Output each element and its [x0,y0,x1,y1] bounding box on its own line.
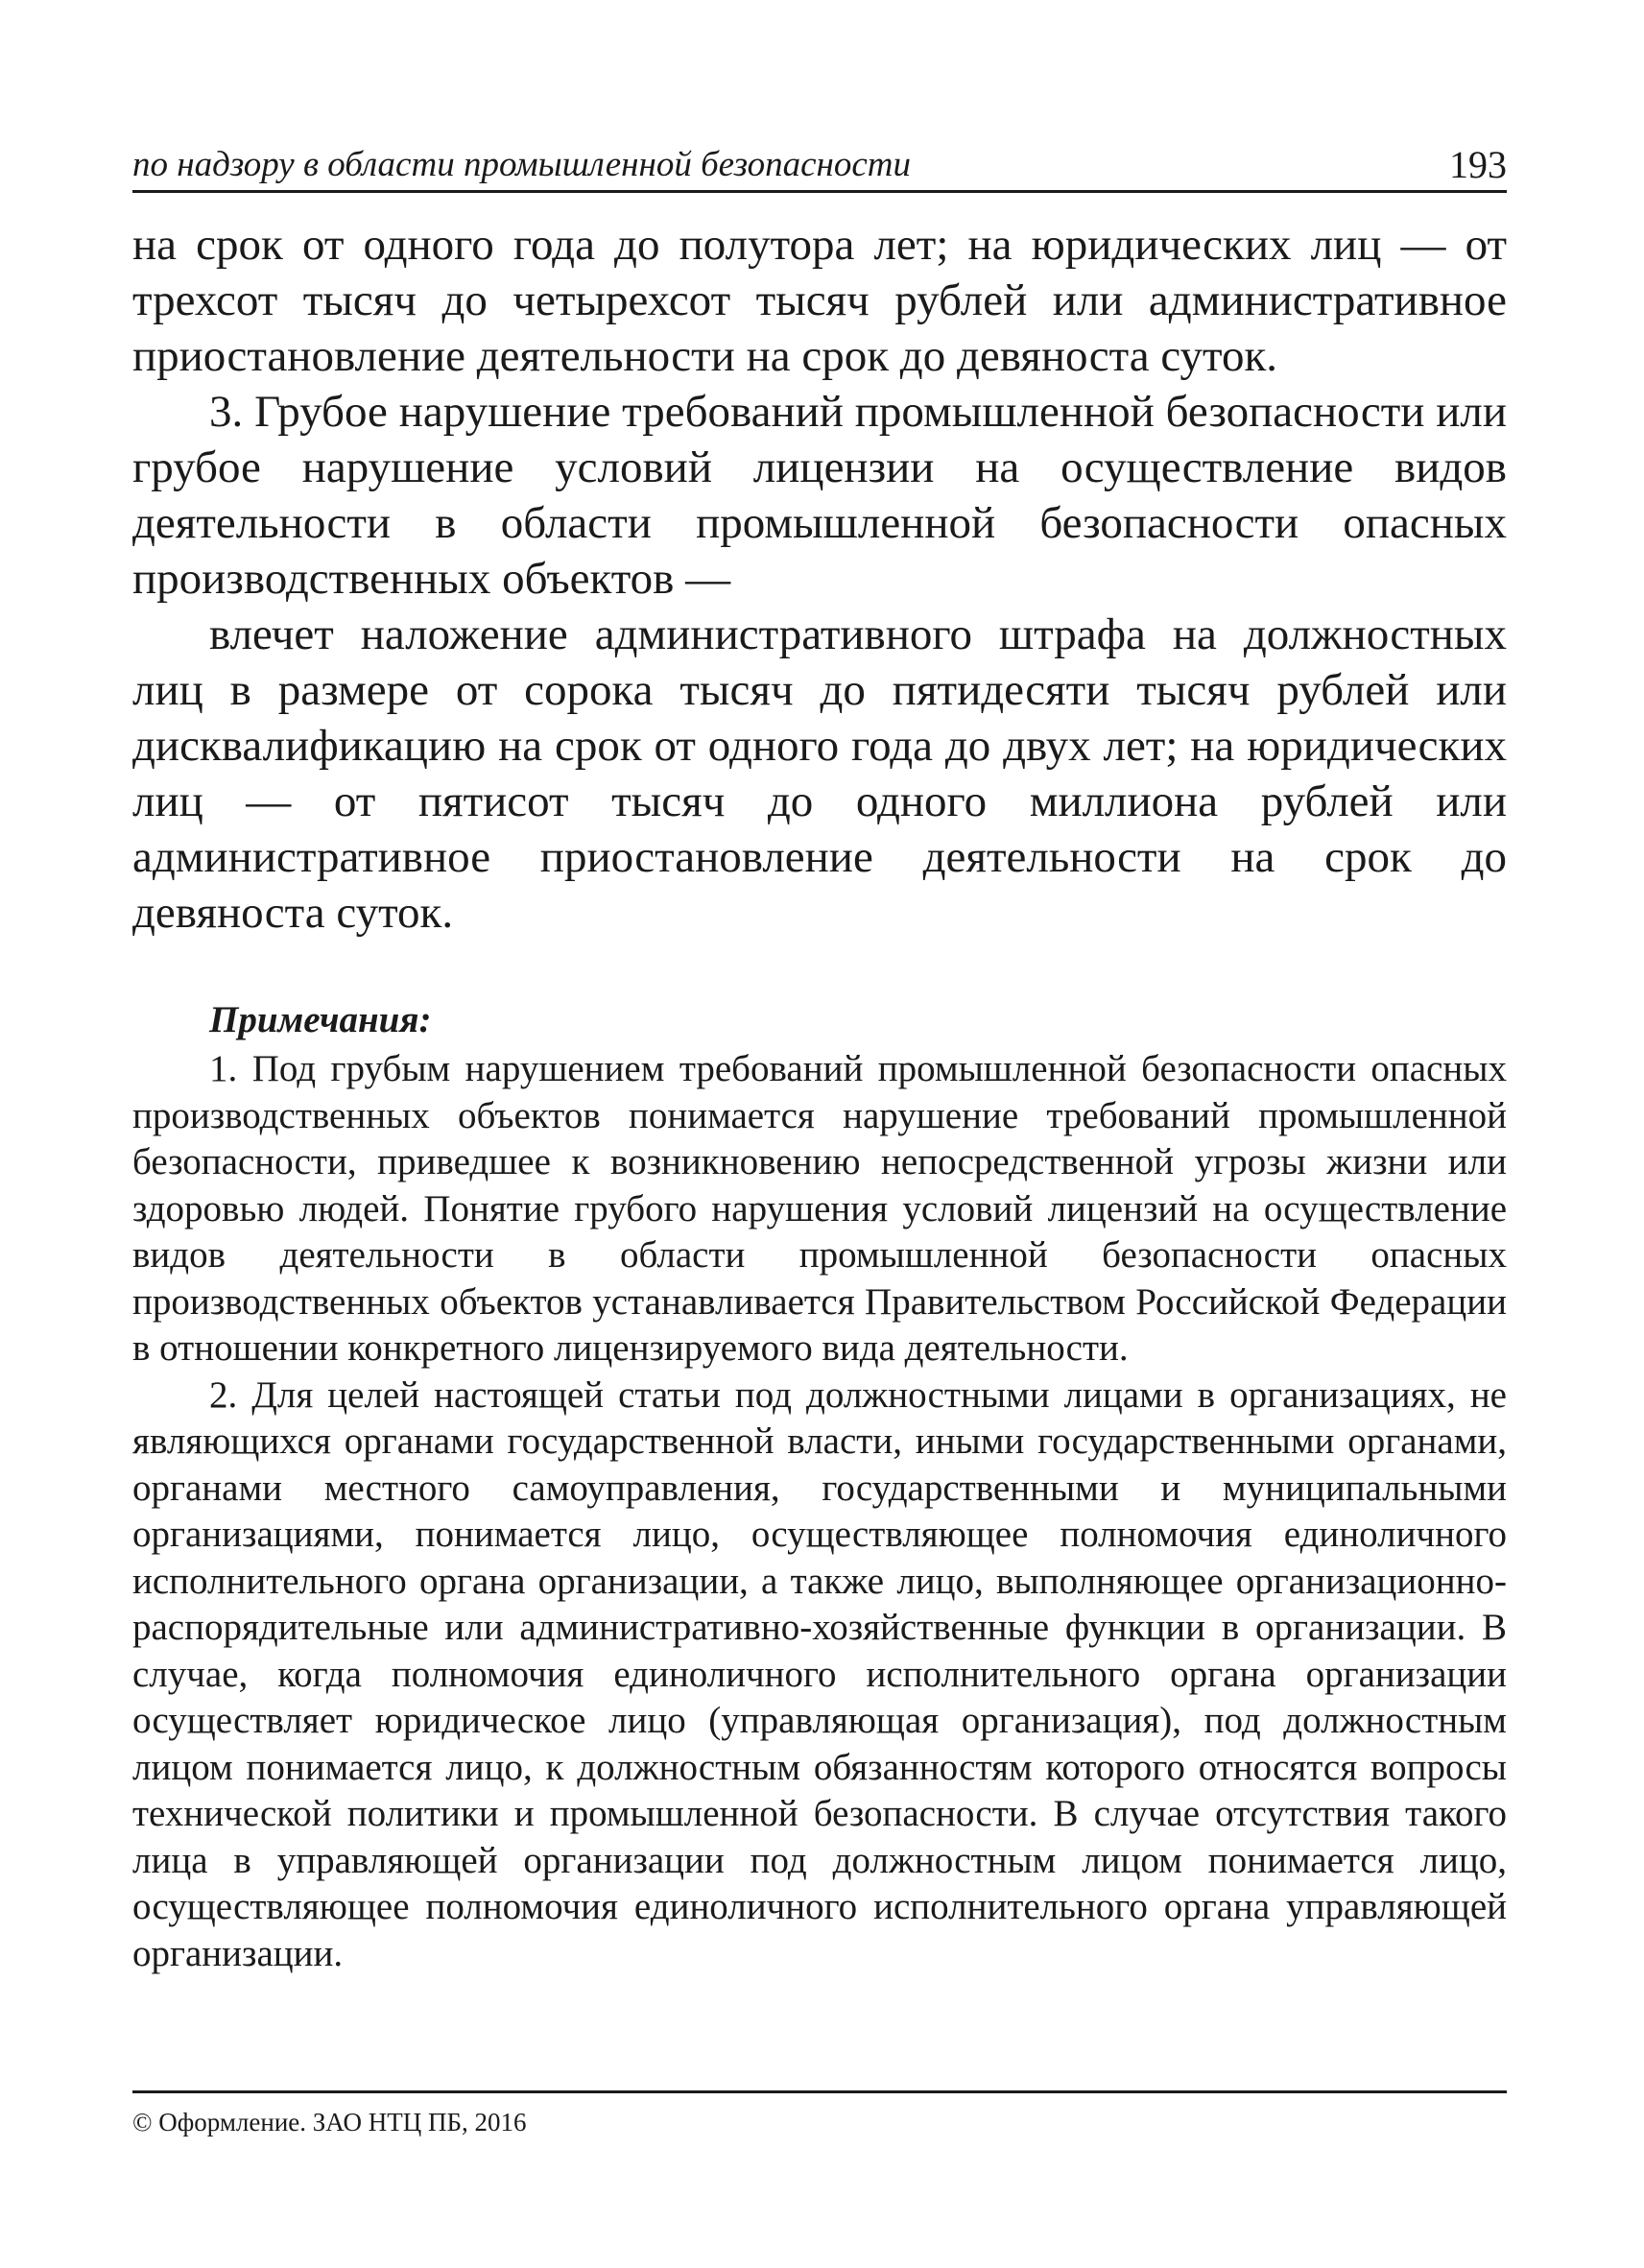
note-item-2: 2. Для целей настоящей статьи под должностными лицами в организациях, не являющихся органами государственной власти, иными государственными органами, органами местного самоуправления, государственными и муниципальными организациями, понимается лицо, осуществляющее полномочия единоличного исполнительного органа организации, а также лицо, выполняющее организационно-распорядительные или административно-хозяйственные функции в организации. В случае, когда полномочия единоличного исполнительного органа организации осуществляет юридическое лицо (управляющая организация), под должностным лицом понимается лицо, к должностным обязанностям которого относятся вопросы технической политики и промышленной безопасности. В случае отсутствия такого лица в управляющей организации под должностным лицом понимается лицо, осуществляющее полномочия единоличного исполнительного органа управляющей организации. [132,1373,1507,1974]
note-item-1: 1. Под грубым нарушением требований промышленной безопасности опасных производственных объектов понимается нарушение требований промышленной безопасности, приведшее к возникновению непосредственной угрозы жизни или здоровью людей. Понятие грубого нарушения условий лицензий на осуществление видов деятельности в области промышленной безопасности опасных производственных объектов устанавливается Правительством Российской Федерации в отношении конкретного лицензируемого вида деятельности. [132,1048,1507,1369]
paragraph-continuation: на срок от одного года до полутора лет; на юридических лиц — от трехсот тысяч до четырехсот тысяч рублей или административное приостановление деятельности на срок до девяноста суток. [132,220,1507,381]
copyright-notice: © Оформление. ЗАО НТЦ ПБ, 2016 [132,2108,527,2137]
book-page [132,0,1507,2268]
notes-heading: Примечания: [209,999,432,1040]
section-spacer [132,941,1507,996]
page-footer [132,2090,1507,2137]
page-number: 193 [1449,143,1507,186]
paragraph-item-3: 3. Грубое нарушение требований промышленной безопасности или грубое нарушение условий лицензии на осуществление видов деятельности в области промышленной безопасности опасных производственных объектов — [132,387,1507,604]
running-header [132,142,1507,193]
running-title: по надзору в области промышленной безопасности [132,145,911,184]
main-text [132,217,1507,1977]
paragraph-penalty: влечет наложение административного штрафа на должностных лиц в размере от сорока тысяч до пятидесяти тысяч рублей или дисквалификацию на срок от одного года до двух лет; на юридических лиц — от пятисот тысяч до одного миллиона рублей или административное приостановление деятельности на срок до девяноста суток. [132,609,1507,938]
notes-section [132,996,1507,1977]
